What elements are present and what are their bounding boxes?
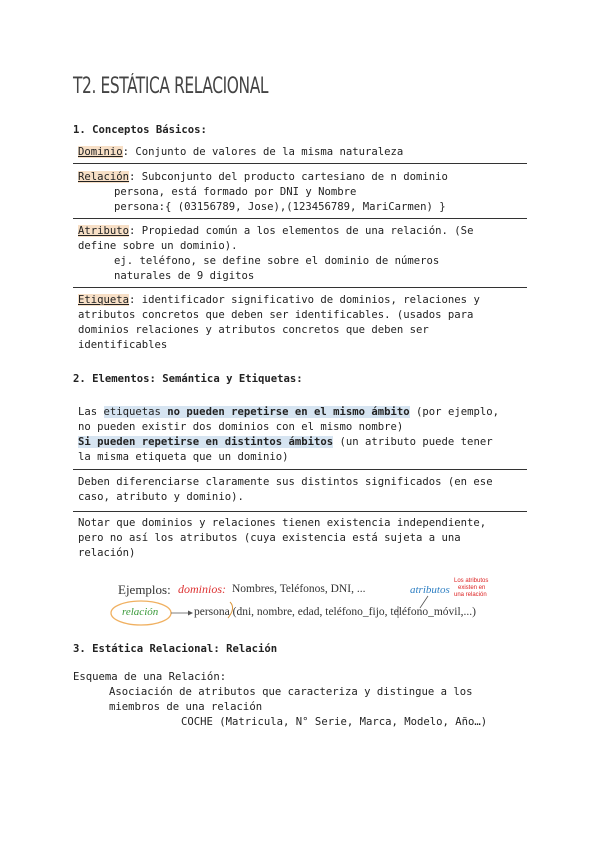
etiqueta-line2: atributos concretos que deben ser identificables. (usados para: [78, 309, 474, 321]
example-dominios-label: dominios:: [178, 582, 226, 596]
example-label: Ejemplos:: [118, 582, 171, 597]
etiquetas-pre: Las: [78, 406, 104, 418]
etiquetas-highlight: etiquetas: [103, 406, 168, 418]
atributo-line4: naturales de 9 digitos: [114, 270, 255, 282]
dominio-text: : Conjunto de valores de la misma naturaleza: [122, 146, 404, 158]
example-dominios-list: Nombres, Teléfonos, DNI, ...: [232, 583, 366, 595]
atributo-definition: [78, 224, 473, 284]
atributo-line1: : Propiedad común a los elementos de una relación. (Se: [129, 225, 474, 237]
etiqueta-term: Etiqueta: [78, 294, 130, 306]
example-arrows: [108, 578, 508, 628]
etiquetas-post: (por ejemplo,: [409, 406, 499, 418]
esquema-line2: Asociación de atributos que caracteriza y distingue a los: [109, 686, 473, 698]
etiquetas-line2: no pueden existir dos dominios con el mismo nombre): [78, 421, 404, 433]
relacion-term: Relación: [78, 171, 130, 183]
divider: [73, 511, 527, 512]
relacion-arrowhead: [188, 611, 193, 616]
etiqueta-line3: dominios relaciones y atributos concretos que deben ser: [78, 324, 429, 336]
diferenciar-paragraph: [78, 475, 493, 505]
divider: [73, 218, 527, 219]
atributo-line2: define sobre un dominio).: [78, 240, 238, 252]
etiqueta-line4: identificables: [78, 339, 168, 351]
etiquetas-highlight-bold: no pueden repetirse en el mismo ámbito: [167, 406, 410, 418]
divider: [73, 163, 527, 164]
example-persona-attrs: (dni, nombre, edad, teléfono_fijo, teléfono_móvil,...): [232, 606, 476, 618]
atributo-term: Atributo: [78, 225, 130, 237]
esquema-block: [73, 670, 487, 730]
example-persona-name: persona: [194, 606, 230, 618]
esquema-line3: miembros de una relación: [109, 701, 263, 713]
example-atributos-label: atributos: [410, 584, 450, 596]
divider: [73, 469, 527, 470]
atributo-line3: ej. teléfono, se define sobre el dominio de números: [114, 255, 440, 267]
page-title: T2. ESTÁTICA RELACIONAL: [73, 74, 269, 99]
section-3-heading: 3. Estática Relacional: Relación: [73, 643, 278, 655]
etiquetas-line4: la misma etiqueta que un dominio): [78, 451, 289, 463]
example-persona: [194, 606, 476, 618]
divider: [73, 287, 527, 288]
relacion-line2: persona, está formado por DNI y Nombre: [114, 186, 357, 198]
distintos-ambitos-highlight: Si pueden repetirse en distintos ámbitos: [78, 436, 334, 448]
etiquetas-paragraph: [78, 405, 499, 465]
notar-line3: relación): [78, 547, 136, 559]
diferenciar-line1: Deben diferenciarse claramente sus distintos significados (en ese: [78, 476, 493, 488]
relacion-line1: : Subconjunto del producto cartesiano de n dominio: [129, 171, 448, 183]
esquema-line1: Esquema de una Relación:: [73, 671, 227, 683]
diferenciar-line2: caso, atributo y dominio).: [78, 491, 244, 503]
section-1-heading: 1. Conceptos Básicos:: [73, 124, 207, 136]
example-note-line1: Los atributos: [454, 578, 489, 584]
notar-line1: Notar que dominios y relaciones tienen existencia independiente,: [78, 517, 487, 529]
dominio-term: Dominio: [78, 146, 123, 158]
etiqueta-definition: [78, 293, 480, 353]
example-note-line3: una relación: [454, 592, 487, 598]
esquema-example: COCHE (Matricula, N° Serie, Marca, Modelo, Año…): [181, 716, 488, 728]
notar-line2: pero no así los atributos (cuya existencia está sujeta a una: [78, 532, 461, 544]
relacion-definition: [78, 170, 448, 215]
notar-paragraph: [78, 516, 486, 561]
example-figure: [108, 578, 508, 628]
example-relacion-label: relación: [122, 606, 159, 618]
example-note-line2: existen en: [458, 585, 486, 591]
etiqueta-line1: : identificador significativo de dominios, relaciones y: [129, 294, 480, 306]
section-2-heading: 2. Elementos: Semántica y Etiquetas:: [73, 373, 303, 385]
dominio-definition: [78, 145, 403, 160]
distintos-ambitos-post: (un atributo puede tener: [333, 436, 493, 448]
relacion-line3: persona:{ (03156789, Jose),(123456789, MariCarmen) }: [114, 201, 446, 213]
